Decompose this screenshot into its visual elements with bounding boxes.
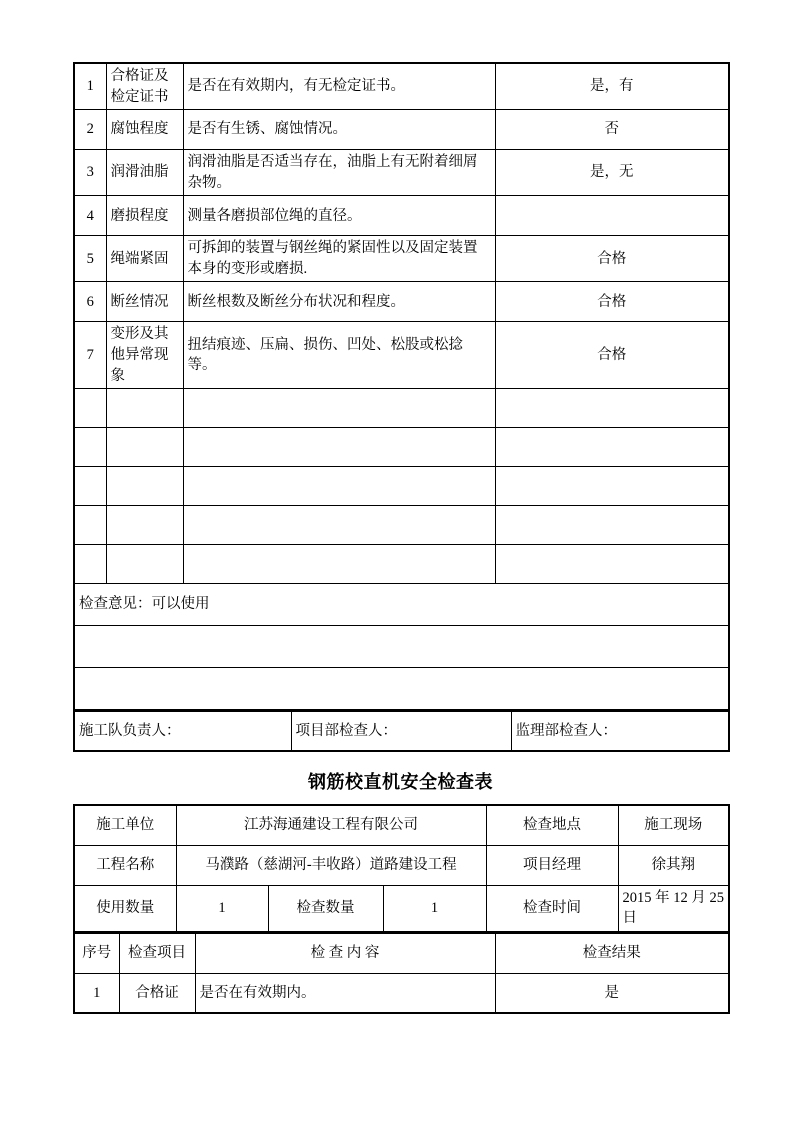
- checklist-header-row: [74, 933, 729, 973]
- info-row-project-name: [74, 845, 729, 885]
- signature-table: [73, 711, 730, 753]
- table-row: [74, 428, 729, 467]
- row-content: 是否在有效期内。: [195, 973, 495, 1013]
- page-title: 钢筋校直机安全检查表: [308, 772, 493, 793]
- row-content: 是否在有效期内，有无检定证书。: [183, 63, 495, 110]
- row-no: [74, 506, 106, 545]
- row-item: 磨损程度: [106, 196, 183, 236]
- project-name-label: 工程名称: [74, 845, 176, 885]
- row-result: [495, 428, 729, 467]
- row-content: 扭结痕迹、压扁、损伤、凹处、松股或松捻等。: [183, 322, 495, 389]
- row-no: [74, 467, 106, 506]
- row-no: [74, 389, 106, 428]
- row-content: [183, 467, 495, 506]
- row-no: 6: [74, 282, 106, 322]
- rebar-straightener-info-table: [73, 804, 730, 933]
- inspection-opinion-text: 检查意见：可以使用: [74, 584, 729, 626]
- row-item: 绳端紧固: [106, 236, 183, 282]
- row-item: 润滑油脂: [106, 150, 183, 196]
- row-no: 7: [74, 322, 106, 389]
- construction-team-leader-label: 施工队负责人：: [74, 711, 291, 751]
- row-no: [74, 428, 106, 467]
- signature-row: [74, 711, 729, 751]
- info-row-construction-unit: [74, 805, 729, 845]
- table-row: [74, 389, 729, 428]
- row-no: [74, 545, 106, 584]
- row-item: [106, 428, 183, 467]
- row-no: 4: [74, 196, 106, 236]
- used-quantity-label: 使用数量: [74, 885, 176, 932]
- inspection-place-label: 检查地点: [486, 805, 618, 845]
- column-header-result: 检查结果: [495, 933, 729, 973]
- row-result: 否: [495, 110, 729, 150]
- row-result: [495, 389, 729, 428]
- row-no: 1: [74, 973, 119, 1013]
- row-item: [106, 506, 183, 545]
- table-row: [74, 63, 729, 110]
- supervision-dept-inspector-label: 监理部检查人：: [511, 711, 729, 751]
- row-content: [183, 545, 495, 584]
- row-item: 合格证: [119, 973, 195, 1013]
- project-name-value: 马濮路（慈湖河-丰收路）道路建设工程: [176, 845, 486, 885]
- row-item: [106, 389, 183, 428]
- inspection-time-label: 检查时间: [486, 885, 618, 932]
- construction-unit-label: 施工单位: [74, 805, 176, 845]
- row-content: 润滑油脂是否适当存在，油脂上有无附着细屑杂物。: [183, 150, 495, 196]
- row-no: 2: [74, 110, 106, 150]
- row-content: [183, 428, 495, 467]
- column-header-item: 检查项目: [119, 933, 195, 973]
- blank-cell: [74, 668, 729, 710]
- blank-cell: [74, 626, 729, 668]
- project-manager-label: 项目经理: [486, 845, 618, 885]
- row-content: 是否有生锈、腐蚀情况。: [183, 110, 495, 150]
- rebar-straightener-checklist-table: [73, 933, 730, 1015]
- row-result: 是，有: [495, 63, 729, 110]
- checked-quantity-label: 检查数量: [268, 885, 383, 932]
- document-page: [73, 62, 728, 1014]
- row-result: [495, 196, 729, 236]
- row-result: 是，无: [495, 150, 729, 196]
- column-header-content: 检 查 内 容: [195, 933, 495, 973]
- row-result: 合格: [495, 282, 729, 322]
- row-item: 断丝情况: [106, 282, 183, 322]
- info-row-quantities: [74, 885, 729, 932]
- row-result: 合格: [495, 322, 729, 389]
- project-manager-value: 徐其翔: [618, 845, 729, 885]
- table-row: [74, 467, 729, 506]
- row-item: [106, 467, 183, 506]
- table-row: [74, 282, 729, 322]
- inspection-place-value: 施工现场: [618, 805, 729, 845]
- table-row: [74, 506, 729, 545]
- table-row: [74, 196, 729, 236]
- project-dept-inspector-label: 项目部检查人：: [291, 711, 511, 751]
- column-header-no: 序号: [74, 933, 119, 973]
- wire-rope-inspection-table: [73, 62, 730, 711]
- used-quantity-value: 1: [176, 885, 268, 932]
- row-result: [495, 467, 729, 506]
- table-row: [74, 973, 729, 1013]
- table-row: [74, 236, 729, 282]
- row-item: 合格证及检定证书: [106, 63, 183, 110]
- table-row: [74, 110, 729, 150]
- row-result: 合格: [495, 236, 729, 282]
- inspection-time-value: 2015 年 12 月 25 日: [618, 885, 729, 932]
- row-item: 腐蚀程度: [106, 110, 183, 150]
- row-content: [183, 389, 495, 428]
- row-no: 3: [74, 150, 106, 196]
- row-content: 断丝根数及断丝分布状况和程度。: [183, 282, 495, 322]
- row-result: [495, 545, 729, 584]
- row-item: 变形及其他异常现象: [106, 322, 183, 389]
- table-row: [74, 322, 729, 389]
- row-content: [183, 506, 495, 545]
- construction-unit-value: 江苏海通建设工程有限公司: [176, 805, 486, 845]
- table-row: [74, 545, 729, 584]
- checked-quantity-value: 1: [383, 885, 486, 932]
- row-no: 5: [74, 236, 106, 282]
- blank-row: [74, 626, 729, 668]
- row-content: 测量各磨损部位绳的直径。: [183, 196, 495, 236]
- row-content: 可拆卸的装置与钢丝绳的紧固性以及固定装置本身的变形或磨损.: [183, 236, 495, 282]
- inspection-opinion-row: [74, 584, 729, 626]
- row-result: [495, 506, 729, 545]
- blank-row: [74, 668, 729, 710]
- table-row: [74, 150, 729, 196]
- row-result: 是: [495, 973, 729, 1013]
- row-item: [106, 545, 183, 584]
- row-no: 1: [74, 63, 106, 110]
